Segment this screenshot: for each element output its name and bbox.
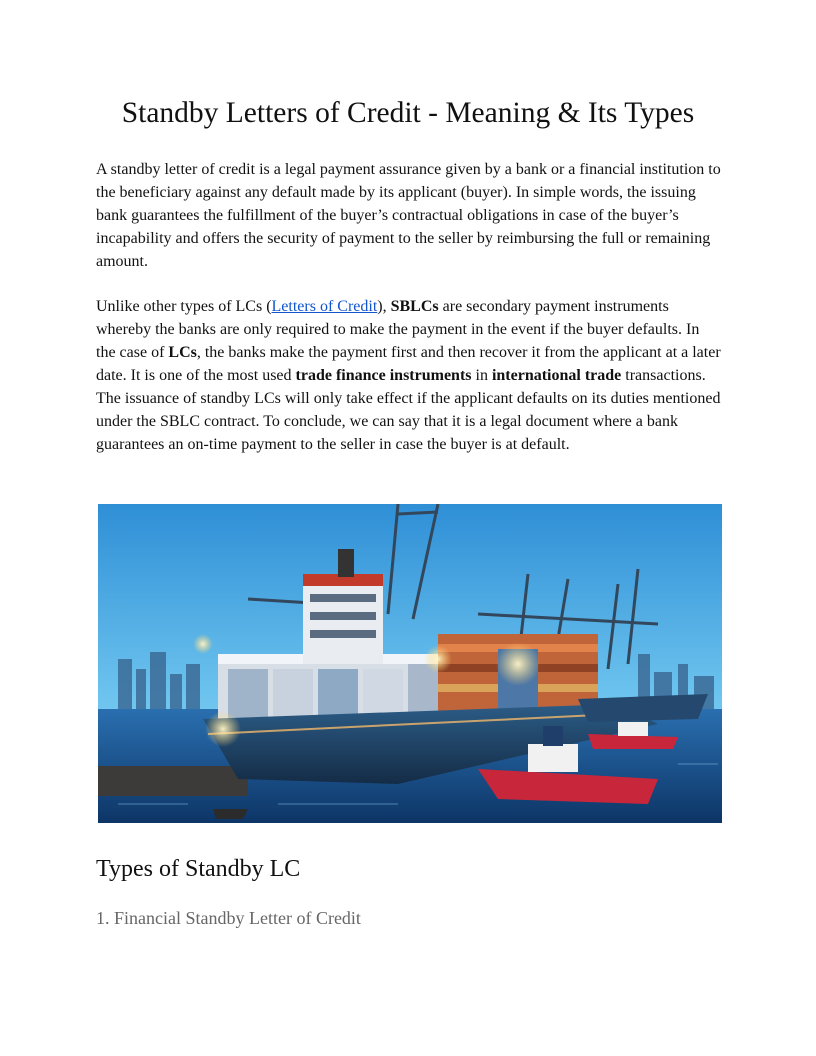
paragraph-text: transactions. The issuance of standby LCs will only take effect if the applicant defaults on its duties mentioned under the SBLC contract. To conclude, we can say that it is a legal document where a bank guarantees an on-time payment to the seller in case the buyer is at default. [96, 367, 721, 453]
page-title: Standby Letters of Credit - Meaning & Its Types [121, 97, 695, 129]
paragraph-text: are secondary payment instruments whereby the banks are only required to make the payment in the event if the buyer defaults. In the case of [96, 298, 700, 361]
paragraph-text: Unlike other types of LCs ( [96, 298, 272, 315]
letters-of-credit-link[interactable]: Letters of Credit [271, 298, 378, 315]
bold-term-trade-finance: trade finance instruments [295, 367, 472, 384]
bold-term-sblcs: SBLCs [390, 298, 439, 315]
paragraph-text: in [471, 367, 492, 384]
paragraph-text: ), [377, 298, 391, 315]
paragraph-text: , the banks make the payment first and then recover it from the applicant at a later date. It is one of the most used [96, 344, 721, 384]
sblc-paragraph [96, 295, 721, 456]
bold-term-international-trade: international trade [491, 367, 622, 384]
bold-term-lcs: LCs [168, 344, 197, 361]
cargo-ship-port-image [98, 504, 722, 823]
subsection-heading-financial: 1. Financial Standby Letter of Credit [96, 908, 361, 928]
intro-paragraph: A standby letter of credit is a legal payment assurance given by a bank or a financial institution to the beneficiary against any default made by its applicant (buyer). In simple words, the issuing bank guarantees the fulfillment of the buyer’s contractual obligations in case of the buyer’s incapability and offers the security of payment to the seller by reimbursing the full or remaining amount. [96, 161, 721, 270]
section-heading-types: Types of Standby LC [96, 856, 301, 882]
